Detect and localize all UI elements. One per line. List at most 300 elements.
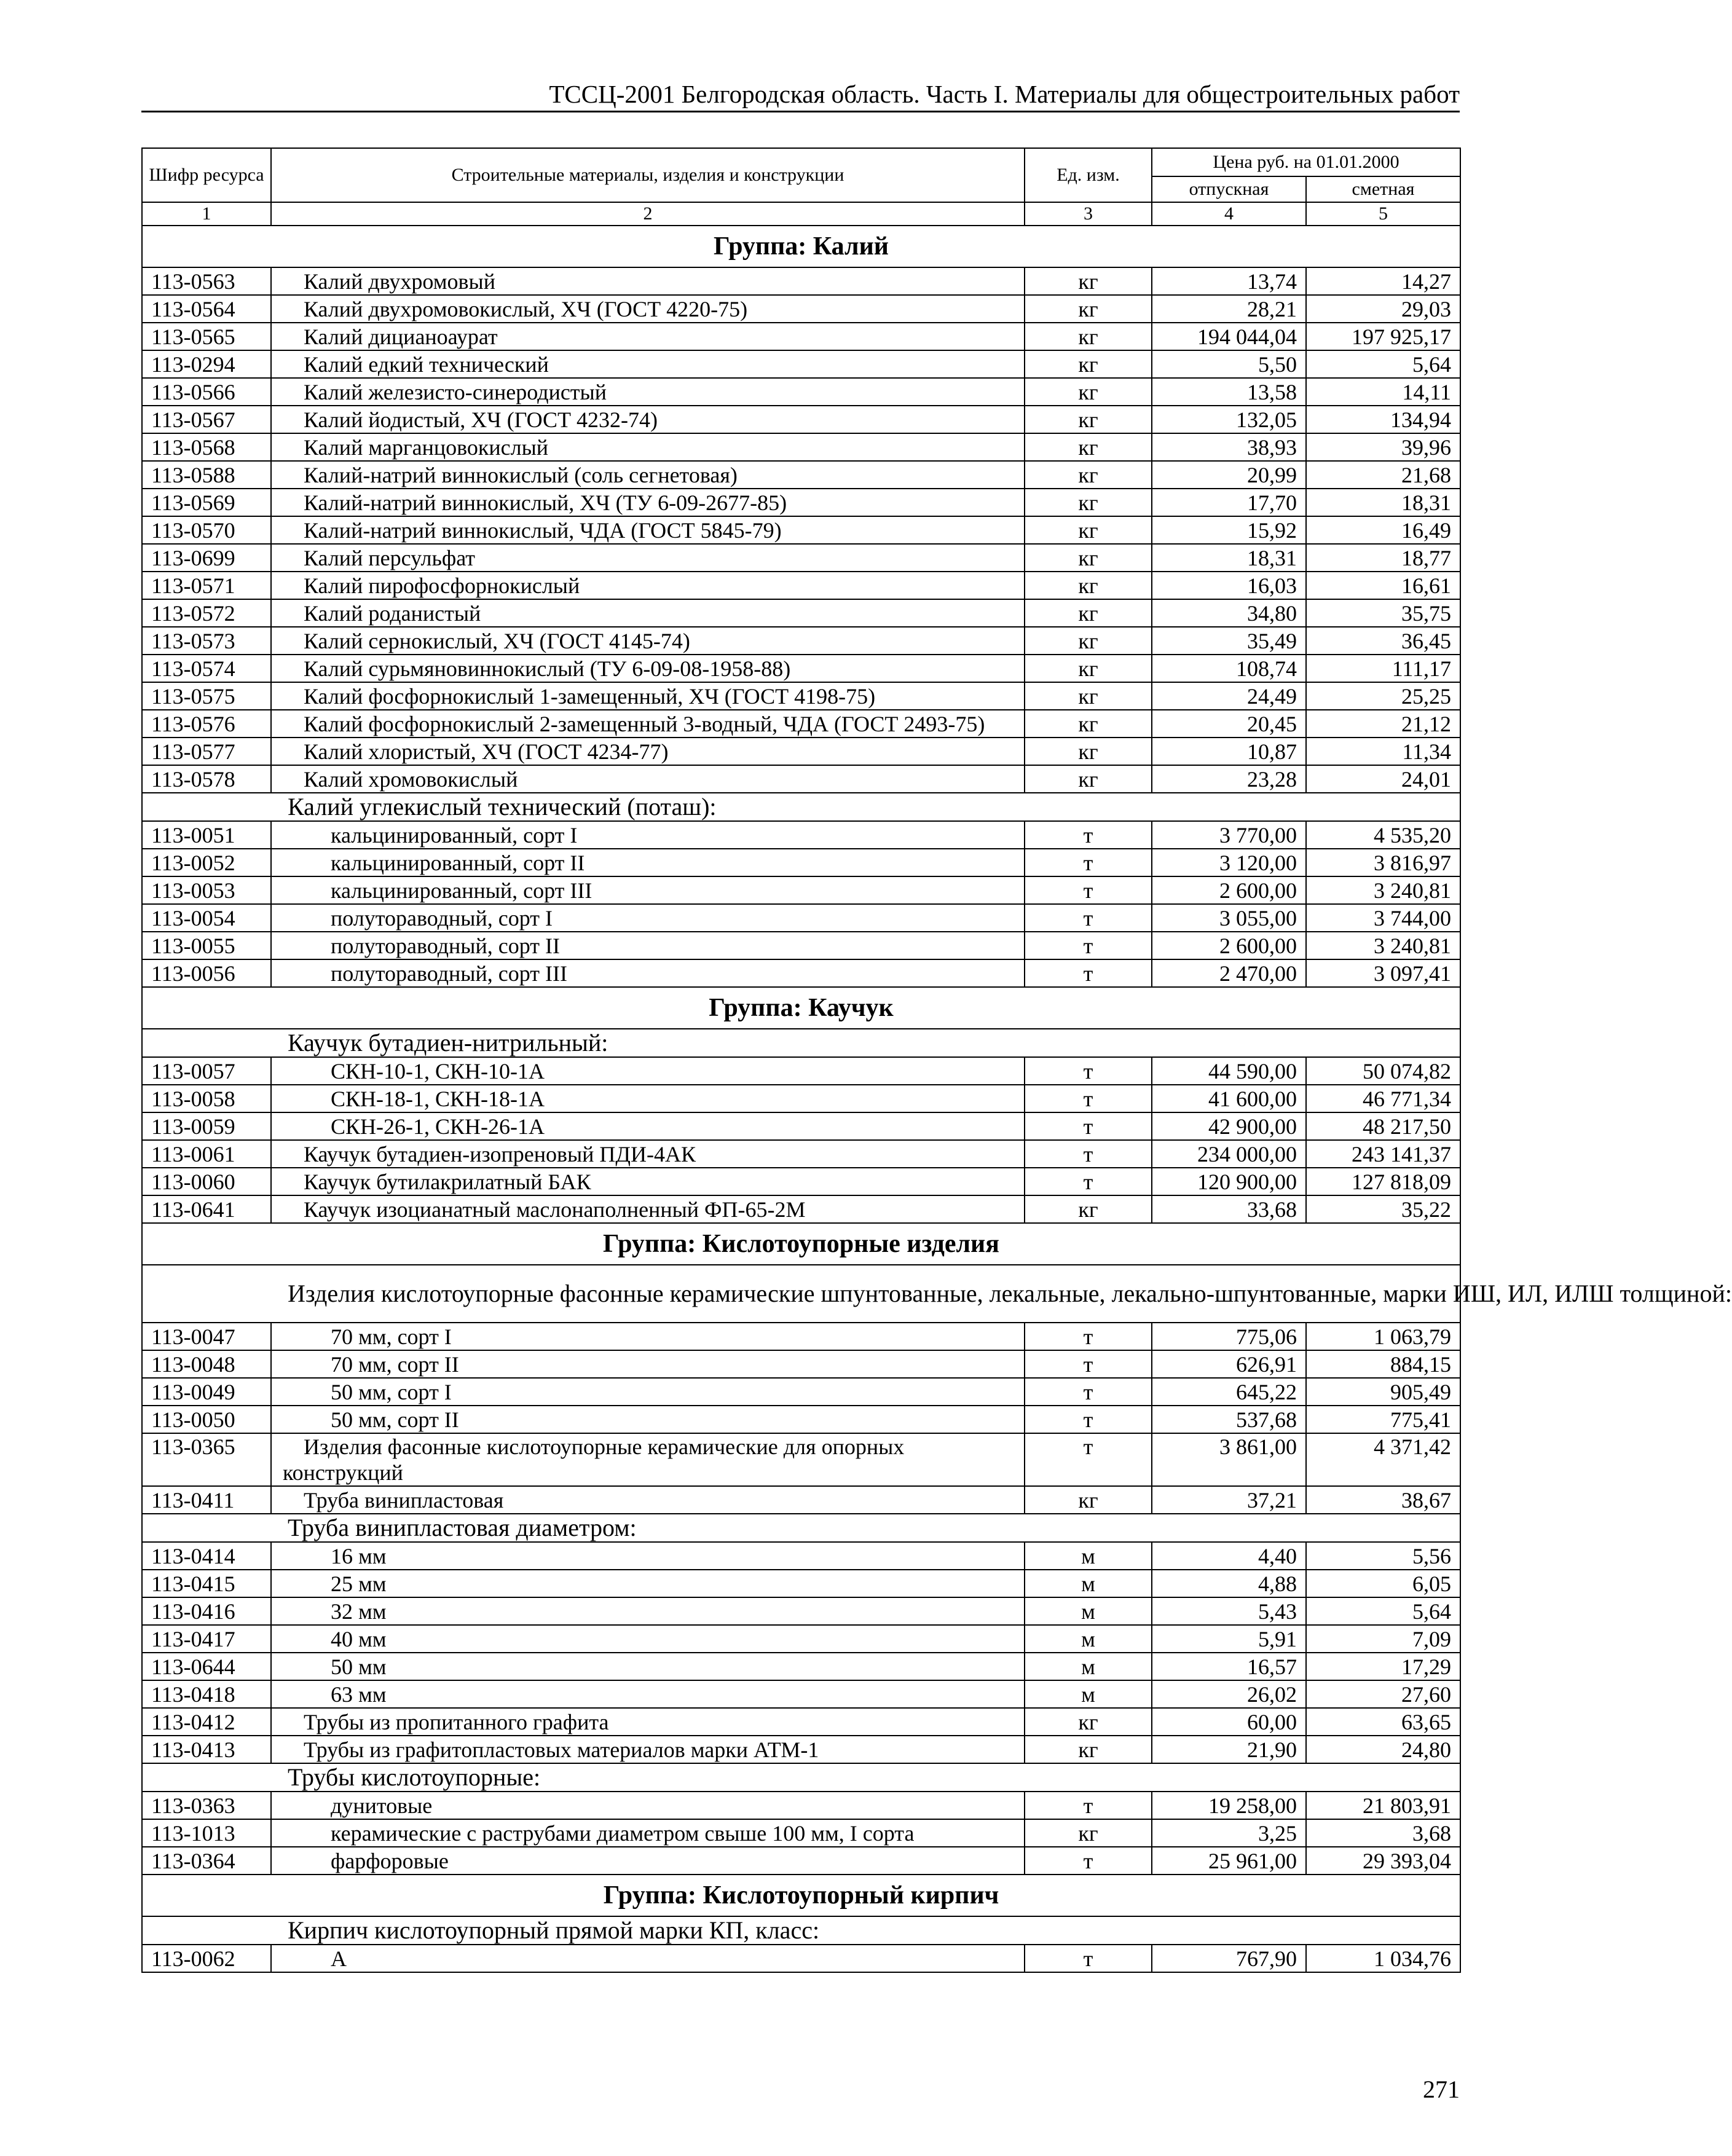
material-name: А [271,1945,1025,1972]
col-header-unit: Ед. изм. [1025,148,1152,202]
material-name: Трубы из графитопластовых материалов марки АТМ-1 [271,1736,1025,1763]
price-release: 4,40 [1152,1542,1306,1570]
table-row [142,1708,1460,1736]
unit-of-measure: т [1025,1433,1152,1486]
group-title: Группа: Каучук [142,987,1460,1029]
group-title: Группа: Кислотоупорный кирпич [142,1875,1460,1916]
table-row [142,1542,1460,1570]
unit-of-measure: м [1025,1625,1152,1653]
subheading-row [142,1514,1460,1542]
material-name: 40 мм [271,1625,1025,1653]
table-row [142,738,1460,765]
price-estimate: 16,61 [1306,572,1460,599]
price-estimate: 11,34 [1306,738,1460,765]
table-row [142,516,1460,544]
material-name: 70 мм, сорт I [271,1323,1025,1350]
resource-code: 113-0577 [142,738,271,765]
resource-code: 113-0060 [142,1168,271,1195]
material-name: Калий двухромовокислый, ХЧ (ГОСТ 4220-75) [271,295,1025,323]
material-name: Калий железисто-синеродистый [271,378,1025,406]
resource-code: 113-0569 [142,489,271,516]
price-estimate: 29,03 [1306,295,1460,323]
price-release: 194 044,04 [1152,323,1306,350]
price-release: 21,90 [1152,1736,1306,1763]
price-release: 2 600,00 [1152,932,1306,959]
table-row [142,1406,1460,1433]
price-release: 44 590,00 [1152,1057,1306,1085]
table-row [142,710,1460,738]
unit-of-measure: м [1025,1570,1152,1597]
table-row [142,267,1460,295]
unit-of-measure: кг [1025,682,1152,710]
price-estimate: 18,77 [1306,544,1460,572]
unit-of-measure: кг [1025,406,1152,433]
unit-of-measure: кг [1025,710,1152,738]
unit-of-measure: м [1025,1653,1152,1680]
unit-of-measure: м [1025,1680,1152,1708]
material-name: Калий-натрий виннокислый, ХЧ (ТУ 6-09-2677-85) [271,489,1025,516]
unit-of-measure: м [1025,1542,1152,1570]
document-header-title: ТССЦ-2001 Белгородская область. Часть I. Материалы для общестроительных работ [549,80,1460,108]
material-name: кальцинированный, сорт I [271,821,1025,849]
price-table [141,148,1732,1973]
resource-code: 113-0571 [142,572,271,599]
resource-code: 113-0061 [142,1140,271,1168]
price-estimate: 5,64 [1306,350,1460,378]
material-name: полутораводный, сорт II [271,932,1025,959]
unit-of-measure: т [1025,932,1152,959]
table-row [142,1350,1460,1378]
material-name: Калий хромовокислый [271,765,1025,793]
resource-code: 113-0566 [142,378,271,406]
table-row [142,572,1460,599]
material-name: Калий сурьмяновиннокислый (ТУ 6-09-08-1958-88) [271,655,1025,682]
material-name [271,1433,1025,1486]
price-release: 28,21 [1152,295,1306,323]
table-row [142,1433,1460,1486]
col-header-code: Шифр ресурса [142,148,271,202]
price-release: 60,00 [1152,1708,1306,1736]
price-release: 108,74 [1152,655,1306,682]
material-name: керамические с раструбами диаметром свыше 100 мм, I сорта [271,1819,1025,1847]
material-name: Калий двухромовый [271,267,1025,295]
table-row [142,1168,1460,1195]
col-number-5: 5 [1306,202,1460,226]
resource-code: 113-0364 [142,1847,271,1875]
table-row [142,378,1460,406]
resource-code: 113-0570 [142,516,271,544]
unit-of-measure: т [1025,1378,1152,1406]
price-estimate: 1 063,79 [1306,1323,1460,1350]
table-row [142,1819,1460,1847]
price-release: 3,25 [1152,1819,1306,1847]
price-estimate: 36,45 [1306,627,1460,655]
unit-of-measure: т [1025,959,1152,987]
price-estimate: 17,29 [1306,1653,1460,1680]
resource-code: 113-0588 [142,461,271,489]
table-row [142,1378,1460,1406]
header-rule [141,111,1460,112]
price-release: 16,03 [1152,572,1306,599]
price-estimate: 5,56 [1306,1542,1460,1570]
price-estimate: 775,41 [1306,1406,1460,1433]
unit-of-measure: кг [1025,1195,1152,1223]
material-name: 25 мм [271,1570,1025,1597]
price-release: 23,28 [1152,765,1306,793]
unit-of-measure: т [1025,876,1152,904]
resource-code: 113-0576 [142,710,271,738]
table-row [142,1057,1460,1085]
unit-of-measure: кг [1025,267,1152,295]
price-release: 4,88 [1152,1570,1306,1597]
group-row [142,1875,1460,1916]
price-estimate: 24,01 [1306,765,1460,793]
unit-of-measure: кг [1025,544,1152,572]
material-name: 63 мм [271,1680,1025,1708]
resource-code: 113-0059 [142,1112,271,1140]
material-name: Калий сернокислый, ХЧ (ГОСТ 4145-74) [271,627,1025,655]
price-estimate: 3 816,97 [1306,849,1460,876]
material-name: Калий пирофосфорнокислый [271,572,1025,599]
price-estimate: 3 744,00 [1306,904,1460,932]
unit-of-measure: т [1025,1140,1152,1168]
table-row [142,849,1460,876]
resource-code: 113-0573 [142,627,271,655]
price-estimate: 1 034,76 [1306,1945,1460,1972]
material-name: Калий хлористый, ХЧ (ГОСТ 4234-77) [271,738,1025,765]
price-release: 25 961,00 [1152,1847,1306,1875]
resource-code: 113-0574 [142,655,271,682]
resource-code: 113-0052 [142,849,271,876]
material-name: Каучук изоцианатный маслонаполненный ФП-65-2М [271,1195,1025,1223]
price-estimate: 63,65 [1306,1708,1460,1736]
table-row [142,544,1460,572]
price-estimate: 4 535,20 [1306,821,1460,849]
subheading-text: Кирпич кислотоупорный прямой марки КП, класс: [142,1916,1460,1945]
resource-code: 113-0416 [142,1597,271,1625]
table-row [142,295,1460,323]
price-release: 120 900,00 [1152,1168,1306,1195]
unit-of-measure: кг [1025,516,1152,544]
unit-of-measure: м [1025,1597,1152,1625]
price-estimate: 7,09 [1306,1625,1460,1653]
price-estimate: 21,68 [1306,461,1460,489]
unit-of-measure: т [1025,1323,1152,1350]
subheading-text: Труба винипластовая диаметром: [142,1514,1460,1542]
subheading-text: Изделия кислотоупорные фасонные керамические шпунтованные, лекальные, лекально-шпунтованные, марки ИШ, ИЛ, ИЛШ толщиной: [142,1265,1460,1323]
price-release: 24,49 [1152,682,1306,710]
table-body [142,226,1732,1972]
price-estimate: 29 393,04 [1306,1847,1460,1875]
resource-code: 113-0415 [142,1570,271,1597]
unit-of-measure: т [1025,1350,1152,1378]
material-name: Калий едкий технический [271,350,1025,378]
price-estimate: 127 818,09 [1306,1168,1460,1195]
resource-code: 113-0048 [142,1350,271,1378]
group-title: Группа: Кислотоупорные изделия [142,1223,1460,1265]
price-release: 26,02 [1152,1680,1306,1708]
unit-of-measure: кг [1025,765,1152,793]
table-row [142,1945,1460,1972]
resource-code: 113-0412 [142,1708,271,1736]
material-name: кальцинированный, сорт II [271,849,1025,876]
resource-code: 113-0057 [142,1057,271,1085]
table-row [142,959,1460,987]
table-row [142,1570,1460,1597]
price-release: 5,50 [1152,350,1306,378]
unit-of-measure: кг [1025,655,1152,682]
price-estimate: 24,80 [1306,1736,1460,1763]
table-row [142,682,1460,710]
unit-of-measure: кг [1025,433,1152,461]
unit-of-measure: кг [1025,1736,1152,1763]
price-estimate: 3 240,81 [1306,876,1460,904]
price-estimate: 3,68 [1306,1819,1460,1847]
price-release: 626,91 [1152,1350,1306,1378]
price-release: 234 000,00 [1152,1140,1306,1168]
price-estimate: 16,49 [1306,516,1460,544]
material-name: кальцинированный, сорт III [271,876,1025,904]
subheading-text: Калий углекислый технический (поташ): [142,793,1460,821]
price-release: 41 600,00 [1152,1085,1306,1112]
table-row [142,932,1460,959]
col-header-price-estimate: сметная [1306,176,1460,202]
price-estimate: 48 217,50 [1306,1112,1460,1140]
table-row [142,1680,1460,1708]
resource-code: 113-0417 [142,1625,271,1653]
material-name: полутораводный, сорт III [271,959,1025,987]
price-estimate: 243 141,37 [1306,1140,1460,1168]
group-row [142,226,1460,267]
col-header-price-release: отпускная [1152,176,1306,202]
resource-code: 113-1013 [142,1819,271,1847]
material-name: Калий йодистый, ХЧ (ГОСТ 4232-74) [271,406,1025,433]
price-estimate: 14,27 [1306,267,1460,295]
price-release: 38,93 [1152,433,1306,461]
unit-of-measure: т [1025,1057,1152,1085]
price-release: 16,57 [1152,1653,1306,1680]
table-row [142,821,1460,849]
resource-code: 113-0699 [142,544,271,572]
resource-code: 113-0051 [142,821,271,849]
price-release: 33,68 [1152,1195,1306,1223]
price-release: 37,21 [1152,1486,1306,1514]
price-estimate: 38,67 [1306,1486,1460,1514]
material-name: дунитовые [271,1792,1025,1819]
price-release: 42 900,00 [1152,1112,1306,1140]
col-header-price: Цена руб. на 01.01.2000 [1152,148,1460,176]
subheading-row [142,1265,1460,1323]
price-estimate: 50 074,82 [1306,1057,1460,1085]
resource-code: 113-0563 [142,267,271,295]
resource-code: 113-0365 [142,1433,271,1486]
unit-of-measure: кг [1025,1486,1152,1514]
material-name-line: Изделия фасонные кислотоупорные керамические для опорных [304,1434,905,1459]
resource-code: 113-0567 [142,406,271,433]
unit-of-measure: т [1025,849,1152,876]
price-release: 15,92 [1152,516,1306,544]
table-row [142,1625,1460,1653]
group-title: Группа: Калий [142,226,1460,267]
subheading-row [142,1763,1460,1792]
price-release: 3 770,00 [1152,821,1306,849]
resource-code: 113-0413 [142,1736,271,1763]
material-name: 16 мм [271,1542,1025,1570]
table-row [142,350,1460,378]
unit-of-measure: кг [1025,489,1152,516]
table-row [142,1085,1460,1112]
unit-of-measure: кг [1025,738,1152,765]
material-name: Калий марганцовокислый [271,433,1025,461]
material-name: Калий-натрий виннокислый, ЧДА (ГОСТ 5845-79) [271,516,1025,544]
resource-code: 113-0053 [142,876,271,904]
subheading-row [142,1029,1460,1057]
price-release: 645,22 [1152,1378,1306,1406]
material-name: 32 мм [271,1597,1025,1625]
subheading-text: Трубы кислотоупорные: [142,1763,1460,1792]
material-name: СКН-10-1, СКН-10-1А [271,1057,1025,1085]
resource-code: 113-0568 [142,433,271,461]
table-row [142,1140,1460,1168]
unit-of-measure: т [1025,1792,1152,1819]
table-row [142,1323,1460,1350]
col-number-3: 3 [1025,202,1152,226]
unit-of-measure: т [1025,1168,1152,1195]
table-row [142,1792,1460,1819]
resource-code: 113-0572 [142,599,271,627]
table-row [142,461,1460,489]
price-estimate: 111,17 [1306,655,1460,682]
table-row [142,1486,1460,1514]
material-name: фарфоровые [271,1847,1025,1875]
resource-code: 113-0049 [142,1378,271,1406]
unit-of-measure: кг [1025,461,1152,489]
subheading-row [142,793,1460,821]
material-name: 70 мм, сорт II [271,1350,1025,1378]
price-release: 35,49 [1152,627,1306,655]
resource-code: 113-0047 [142,1323,271,1350]
price-release: 13,74 [1152,267,1306,295]
price-release: 2 600,00 [1152,876,1306,904]
resource-code: 113-0363 [142,1792,271,1819]
subheading-row [142,1916,1460,1945]
price-estimate: 4 371,42 [1306,1433,1460,1486]
resource-code: 113-0054 [142,904,271,932]
group-row [142,1223,1460,1265]
unit-of-measure: кг [1025,350,1152,378]
unit-of-measure: кг [1025,627,1152,655]
material-name: 50 мм, сорт I [271,1378,1025,1406]
table-row [142,904,1460,932]
table-row [142,876,1460,904]
material-name: Каучук бутилакрилатный БАК [271,1168,1025,1195]
price-release: 537,68 [1152,1406,1306,1433]
material-name: Калий фосфорнокислый 2-замещенный 3-водный, ЧДА (ГОСТ 2493-75) [271,710,1025,738]
price-estimate: 39,96 [1306,433,1460,461]
price-estimate: 3 240,81 [1306,932,1460,959]
unit-of-measure: т [1025,1847,1152,1875]
unit-of-measure: т [1025,1945,1152,1972]
price-estimate: 197 925,17 [1306,323,1460,350]
unit-of-measure: кг [1025,323,1152,350]
material-name: Калий дицианоаурат [271,323,1025,350]
unit-of-measure: кг [1025,1708,1152,1736]
unit-of-measure: т [1025,821,1152,849]
table-row [142,489,1460,516]
resource-code: 113-0565 [142,323,271,350]
table-row [142,1653,1460,1680]
price-release: 5,91 [1152,1625,1306,1653]
subheading-text: Каучук бутадиен-нитрильный: [142,1029,1460,1057]
price-estimate: 6,05 [1306,1570,1460,1597]
group-row [142,987,1460,1029]
resource-code: 113-0058 [142,1085,271,1112]
table-row [142,655,1460,682]
table-row [142,323,1460,350]
price-release: 34,80 [1152,599,1306,627]
col-header-name: Строительные материалы, изделия и конструкции [271,148,1025,202]
resource-code: 113-0414 [142,1542,271,1570]
table-row [142,406,1460,433]
price-release: 775,06 [1152,1323,1306,1350]
resource-code: 113-0575 [142,682,271,710]
col-number-4: 4 [1152,202,1306,226]
price-release: 132,05 [1152,406,1306,433]
table-row [142,1195,1460,1223]
table-row [142,765,1460,793]
price-release: 767,90 [1152,1945,1306,1972]
resource-code: 113-0062 [142,1945,271,1972]
unit-of-measure: т [1025,1085,1152,1112]
material-name: 50 мм [271,1653,1025,1680]
material-name: Калий фосфорнокислый 1-замещенный, ХЧ (ГОСТ 4198-75) [271,682,1025,710]
price-release: 18,31 [1152,544,1306,572]
material-name: Трубы из пропитанного графита [271,1708,1025,1736]
price-estimate: 46 771,34 [1306,1085,1460,1112]
resource-code: 113-0294 [142,350,271,378]
price-estimate: 25,25 [1306,682,1460,710]
price-estimate: 21 803,91 [1306,1792,1460,1819]
material-name: 50 мм, сорт II [271,1406,1025,1433]
material-name: Калий роданистый [271,599,1025,627]
price-estimate: 884,15 [1306,1350,1460,1378]
resource-code: 113-0055 [142,932,271,959]
price-release: 20,99 [1152,461,1306,489]
material-name: СКН-18-1, СКН-18-1А [271,1085,1025,1112]
unit-of-measure: кг [1025,295,1152,323]
price-release: 2 470,00 [1152,959,1306,987]
price-estimate: 5,64 [1306,1597,1460,1625]
unit-of-measure: кг [1025,378,1152,406]
price-release: 20,45 [1152,710,1306,738]
price-estimate: 21,12 [1306,710,1460,738]
resource-code: 113-0564 [142,295,271,323]
table-row [142,1112,1460,1140]
price-release: 3 861,00 [1152,1433,1306,1486]
material-name: СКН-26-1, СКН-26-1А [271,1112,1025,1140]
material-name: Калий-натрий виннокислый (соль сегнетовая) [271,461,1025,489]
material-name: Калий персульфат [271,544,1025,572]
page-number: 271 [1423,2075,1460,2103]
table-row [142,599,1460,627]
price-estimate: 3 097,41 [1306,959,1460,987]
unit-of-measure: кг [1025,1819,1152,1847]
price-release: 17,70 [1152,489,1306,516]
price-estimate: 27,60 [1306,1680,1460,1708]
resource-code: 113-0578 [142,765,271,793]
col-number-1: 1 [142,202,271,226]
unit-of-measure: т [1025,1406,1152,1433]
